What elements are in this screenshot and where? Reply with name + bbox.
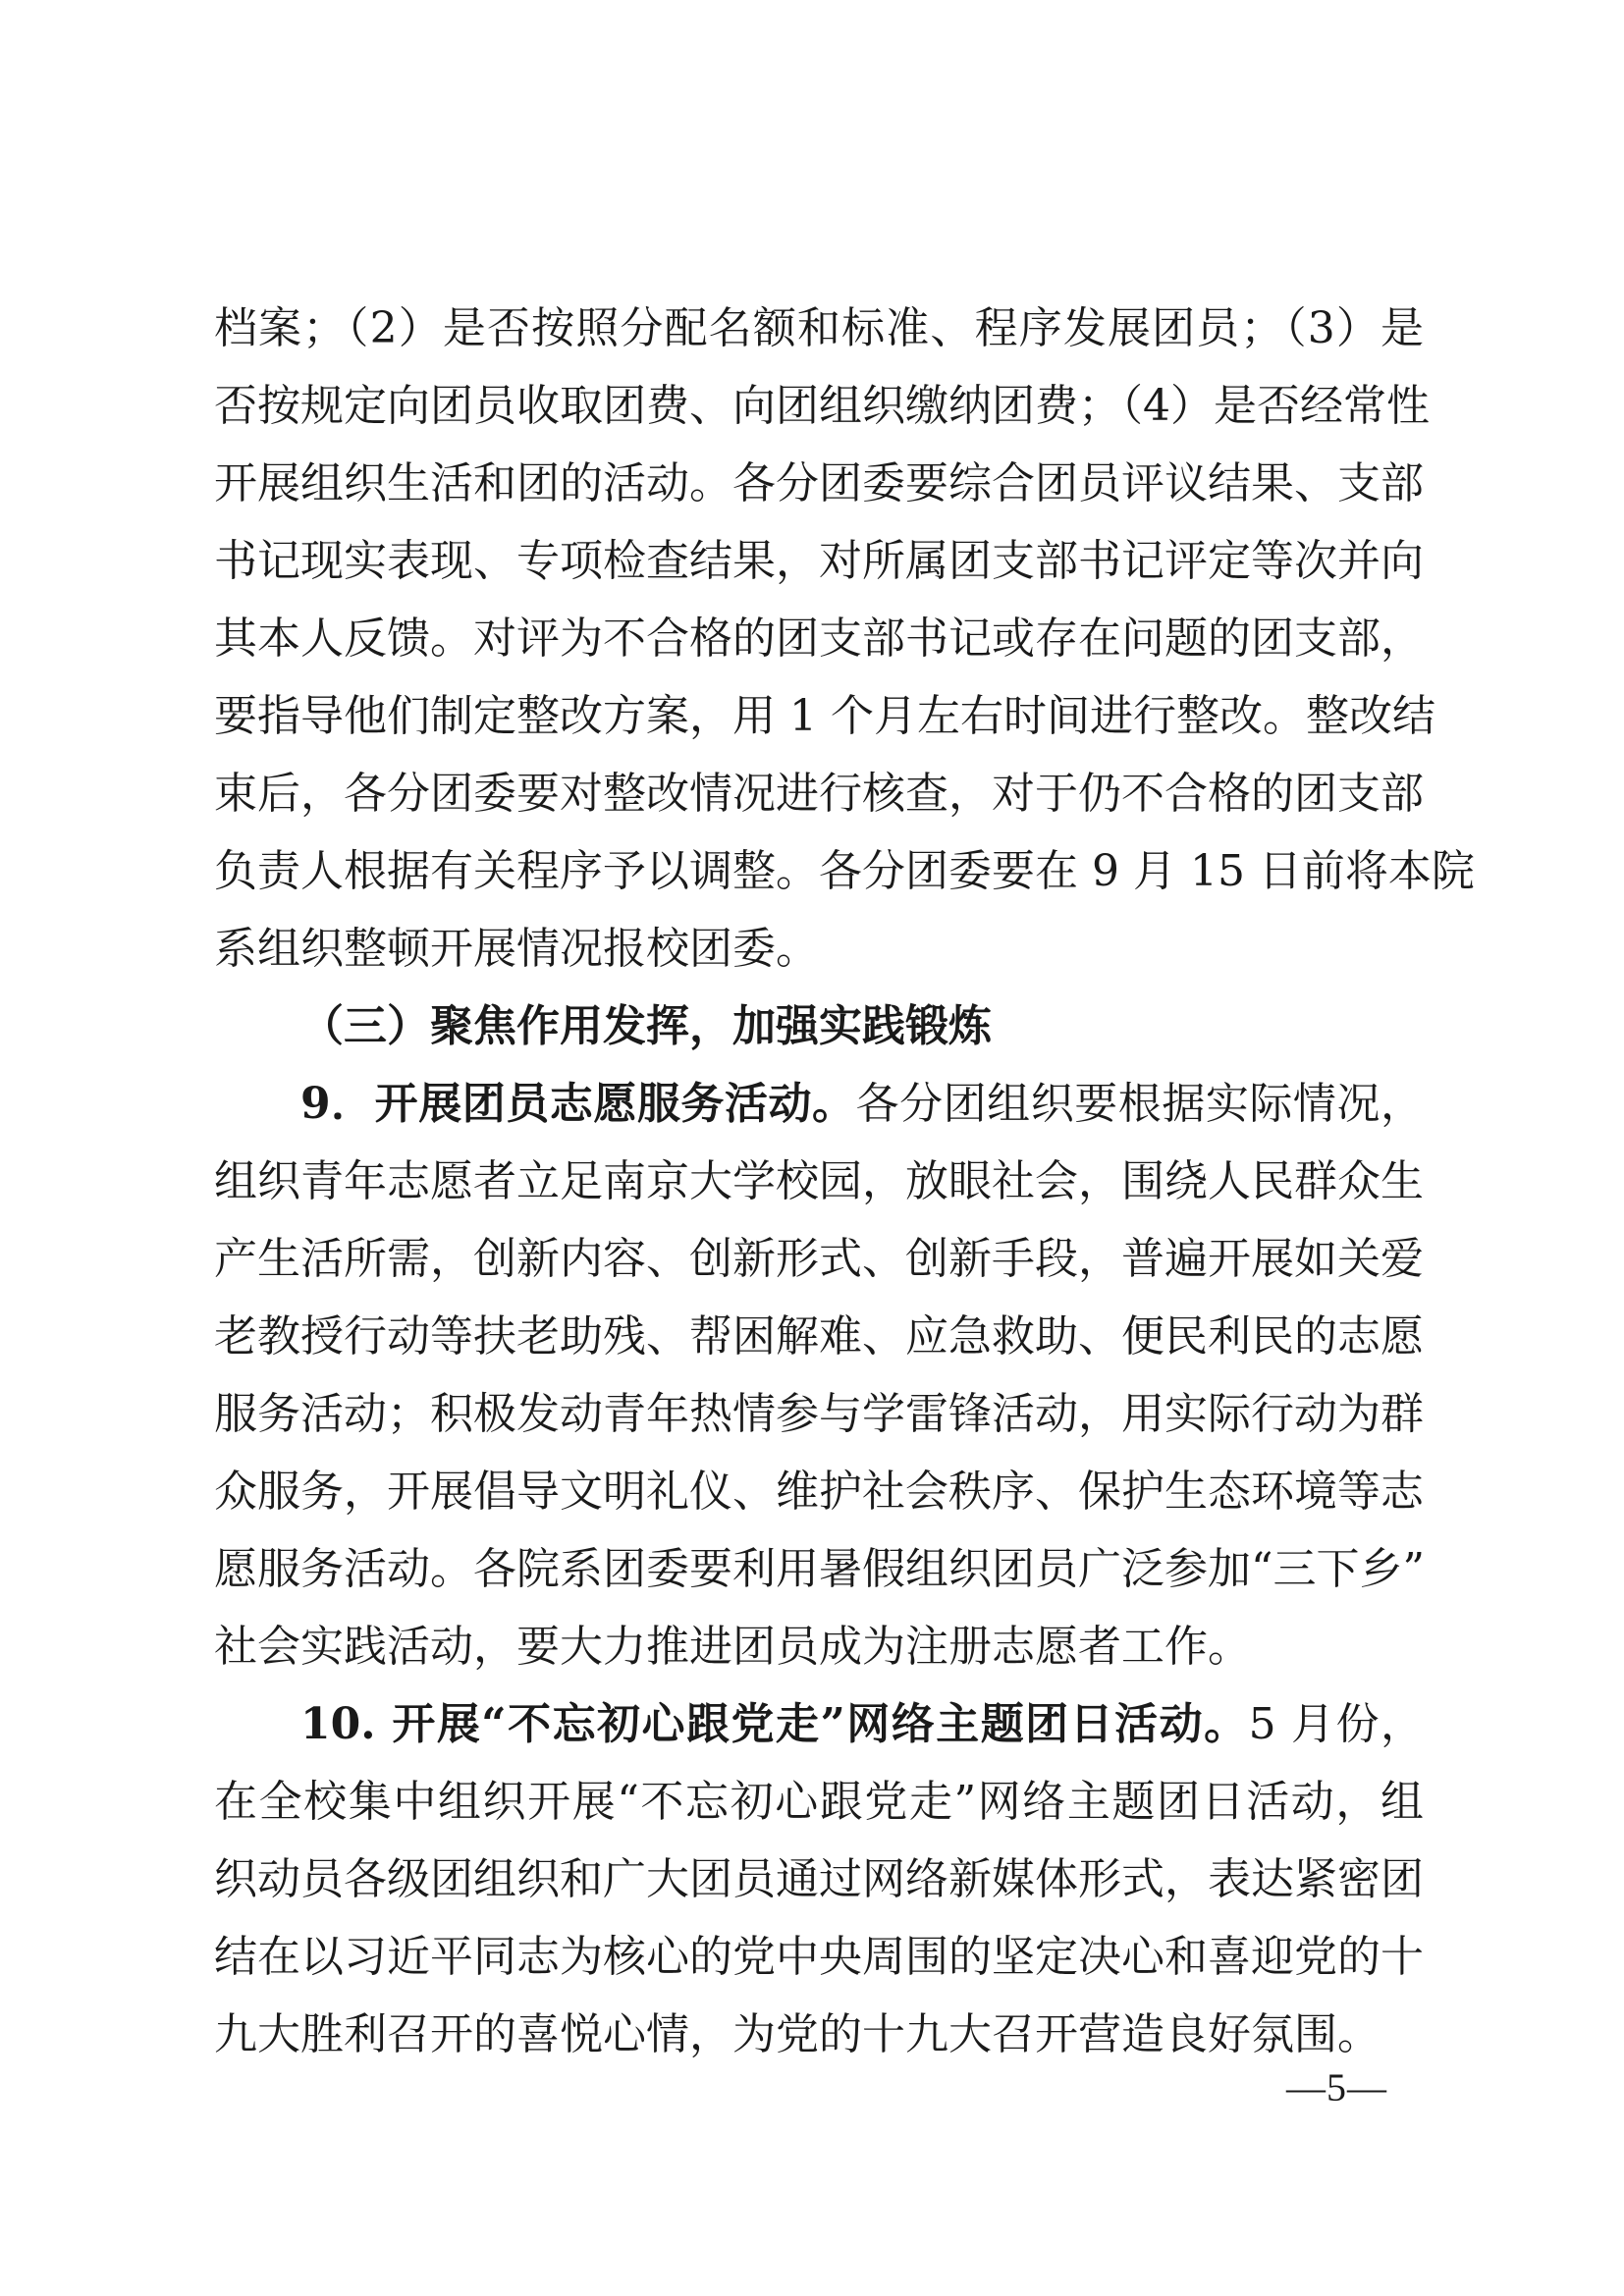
paragraph-line: 织动员各级团组织和广大团员通过网络新媒体形式，表达紧密团 (214, 1854, 1424, 1904)
item-9-title: 9．开展团员志愿服务活动。 (300, 1079, 856, 1129)
paragraph-line: 结在以习近平同志为核心的党中央周围的坚定决心和喜迎党的十 (214, 1932, 1424, 1982)
paragraph-line: 产生活所需，创新内容、创新形式、创新手段，普遍开展如关爱 (214, 1234, 1424, 1284)
paragraph-line: 九大胜利召开的喜悦心情，为党的十九大召开营造良好氛围。 (214, 2009, 1380, 2059)
paragraph-line: 书记现实表现、专项检查结果，对所属团支部书记评定等次并向 (214, 536, 1424, 586)
item-10-text: 5 月份， (1248, 1699, 1424, 1749)
paragraph-line: 组织青年志愿者立足南京大学校园，放眼社会，围绕人民群众生 (214, 1156, 1424, 1206)
paragraph-line: 否按规定向团员收取团费、向团组织缴纳团费；（4）是否经常性 (214, 381, 1430, 431)
paragraph-line: 负责人根据有关程序予以调整。各分团委要在 9 月 15 日前将本院 (214, 846, 1475, 896)
paragraph-line: 开展组织生活和团的活动。各分团委要综合团员评议结果、支部 (214, 458, 1424, 508)
paragraph-line: 在全校集中组织开展“不忘初心跟党走”网络主题团日活动，组 (214, 1777, 1424, 1827)
item-10-title: 10. 开展“不忘初心跟党走”网络主题团日活动。 (300, 1699, 1249, 1749)
item-10-first-line (300, 1695, 1424, 1754)
section-heading: （三）聚焦作用发挥，加强实践锻炼 (300, 1001, 992, 1051)
paragraph-line: 服务活动；积极发动青年热情参与学雷锋活动，用实际行动为群 (214, 1389, 1424, 1439)
paragraph-line: 要指导他们制定整改方案，用 1 个月左右时间进行整改。整改结 (214, 691, 1435, 741)
paragraph-line: 社会实践活动，要大力推进团员成为注册志愿者工作。 (214, 1622, 1251, 1672)
item-9-text: 各分团组织要根据实际情况， (855, 1079, 1424, 1129)
paragraph-line: 愿服务活动。各院系团委要利用暑假组织团员广泛参加“三下乡” (214, 1544, 1425, 1594)
paragraph-line: 束后，各分团委要对整改情况进行核查，对于仍不合格的团支部 (214, 769, 1424, 819)
paragraph-line: 系组织整顿开展情况报校团委。 (214, 924, 819, 974)
item-9-first-line (300, 1075, 1424, 1134)
paragraph-line: 其本人反馈。对评为不合格的团支部书记或存在问题的团支部， (214, 614, 1424, 664)
page-number: —5— (1286, 2065, 1387, 2109)
paragraph-line: 众服务，开展倡导文明礼仪、维护社会秩序、保护生态环境等志 (214, 1467, 1424, 1517)
paragraph-line: 老教授行动等扶老助残、帮困解难、应急救助、便民利民的志愿 (214, 1311, 1424, 1362)
paragraph-line: 档案；（2）是否按照分配名额和标准、程序发展团员；（3）是 (214, 303, 1424, 353)
